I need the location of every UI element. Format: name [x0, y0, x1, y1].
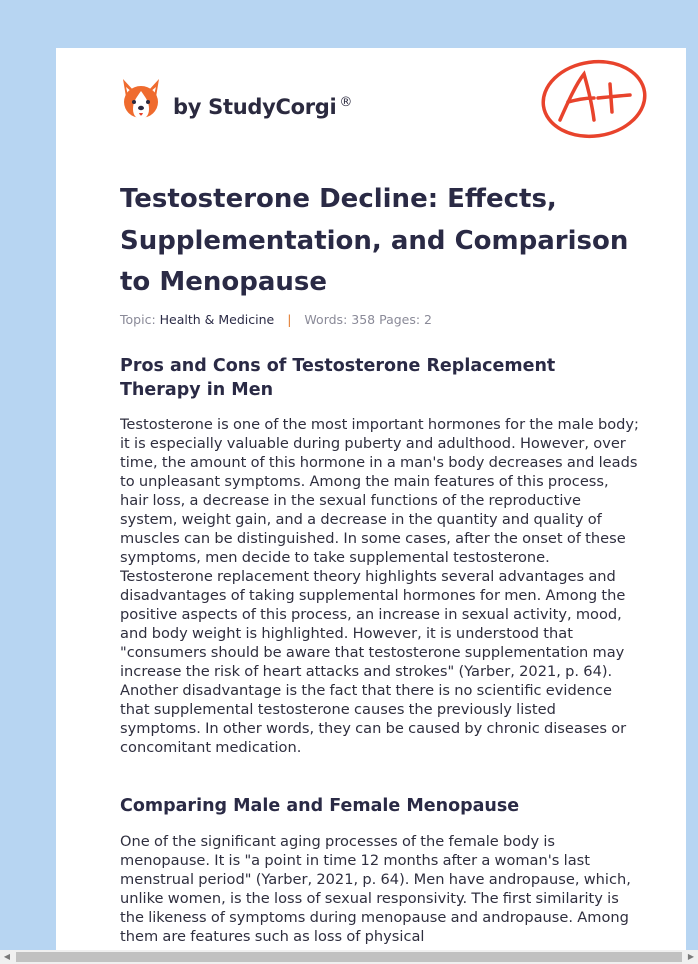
scrollbar-thumb[interactable]	[16, 952, 682, 962]
registered-mark: ®	[339, 95, 353, 110]
section-heading: Pros and Cons of Testosterone Replacement Therapy in Men	[120, 356, 556, 400]
section-heading: Comparing Male and Female Menopause	[120, 796, 520, 816]
horizontal-scrollbar[interactable]	[0, 950, 698, 964]
brand-name: by StudyCorgi	[173, 95, 337, 119]
page-count: Pages: 2	[379, 312, 433, 327]
topic-link[interactable]: Health & Medicine	[159, 312, 275, 327]
scroll-left-arrow-icon[interactable]: ◀	[3, 952, 11, 961]
word-count: Words: 358	[304, 312, 376, 327]
brand-logo[interactable]	[120, 76, 352, 124]
page-title: Testosterone Decline: Effects, Supplementation, and Comparison to Menopause	[120, 184, 629, 297]
scroll-right-arrow-icon[interactable]: ▶	[687, 952, 695, 961]
document-page	[56, 48, 686, 950]
grade-badge-a-plus	[538, 58, 650, 140]
section-paragraph: Testosterone is one of the most important hormones for the male body; it is especially valuable during puberty and adulthood. However, over time, the amount of this hormone in a man's body decreases and leads to unpleasant symptoms. Among the main features of this process, hair loss, a decrease in the sexual functions of the reproductive system, weight gain, and a decrease in the quantity and quality of muscles can be distinguished. In some cases, after the onset of these symptoms, men decide to take supplemental testosterone. Testosterone replacement theory highlights several advantages and disadvantages of taking supplemental hormones for men. Among the positive aspects of this process, an increase in sexual activity, mood, and body weight is highlighted. However, it is understood that "consumers should be aware that testosterone supplementation may increase the risk of heart attacks and strokes" (Yarber, 2021, p. 64). Another disadvantage is the fact that there is no scientific evidence that supplemental testosterone causes the previously listed symptoms. In other words, they can be caused by chronic diseases or concomitant medication.	[120, 416, 639, 756]
topic-label: Topic:	[120, 312, 156, 327]
article-meta	[120, 312, 432, 327]
meta-separator: |	[287, 312, 292, 327]
section-paragraph: One of the significant aging processes of the female body is menopause. It is "a point in time 12 months after a woman's last menstrual period" (Yarber, 2021, p. 64). Men have andropause, which, unlike women, is the loss of sexual responsivity. The first similarity is the likeness of symptoms during menopause and andropause. Among them are features such as loss of physical	[120, 833, 631, 945]
corgi-icon	[120, 77, 162, 123]
